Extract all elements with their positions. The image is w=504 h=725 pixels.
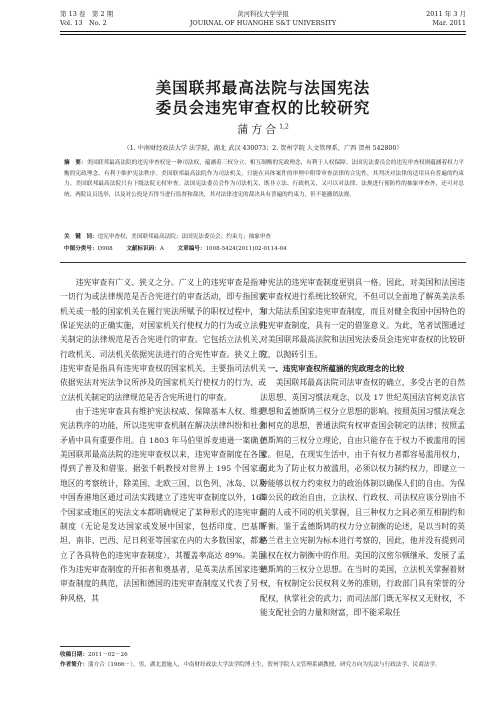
paragraph: 违宪审查有广义、狭义之分。广义上的违宪审查是指对一切行为或法律规范是否合宪进行的审查活动，即专指国家机关或一般的国家机关在履行宪法所赋予的职权过程中，为保证宪法的正确实施，对国家机关行使权力的行为或立法机关制定的法律规范是否合宪进行的审查。它包括立法机关、行政机关、司法机关依据宪法进行的合宪性审查。狭义上的违宪审查是指具有违宪审查权的国家机关，主要指司法机关依据宪法对宪法争议所涉及的国家机关行使权力的行为、或立法机关制定的法律规范是否合宪所进行的审查。 bbox=[60, 278, 266, 402]
author-superscript: 1,2 bbox=[279, 123, 289, 131]
publication-date bbox=[426, 10, 466, 28]
abstract-label: 摘 要： bbox=[64, 160, 87, 166]
title-line-2: 委员会违宪审查权的比较研究 bbox=[155, 99, 371, 117]
keywords-text: 违宪审查权；美国联邦最高法院；法国宪法委员会；约束力；抽象审查 bbox=[97, 234, 271, 240]
classification-label: 中图分类号： bbox=[64, 246, 98, 252]
author-bio bbox=[60, 660, 466, 670]
author-line bbox=[60, 121, 466, 137]
article-number-label: 文章编号： bbox=[177, 246, 206, 252]
doccode-value: A bbox=[159, 246, 164, 252]
paragraph: 美国联邦最高法院司法审查权的确立，多受古老的自然法思想、英国习惯法观念，以及 17 世纪英国法官柯克法官思想和孟德斯鸠三权分立思想的影响。按照英国习惯法观念和柯克的思想，普通法院有权审查国会制定的法律；按照孟德斯鸠的三权分立理论，自由只能存在于权力不被滥用的国家。但是，在现实生活中，由于有权力者都容易滥用权力，因此为了防止权力被滥用，必须以权力制约权力，即建立一种能够以权力约束权力的政治体制以确保人们的自由。为保障公民的政治自由，立法权、行政权、司法权应该分别由不同的人或不同的机关掌握，且三种权力之间必须互相制约和平衡。鉴于孟德斯鸠的权力分立制衡的论述，是以当时的英格兰君主立宪制为标本进行考察的，因此，他并没有提到司法权在权力制衡中的作用。美国的汉密尔顿继承、发展了孟德斯鸠的三权分立思想。在当时的美国，立法机关掌握着财权，有权制定公民权利义务的准则，行政部门具有荣誉的分配权，执掌社会的武力；而司法部门既无军权又无财权，不能支配社会的力量和财富，即不能采取任 bbox=[260, 378, 465, 617]
journal-name-en: JOURNAL OF HUANGHE S&T UNIVERSITY bbox=[189, 19, 337, 27]
received-date bbox=[60, 650, 466, 660]
journal-name-cn: 黄河科技大学学报 bbox=[237, 10, 289, 18]
abstract-text: 美国联邦最高法院的违宪审查权是一种司法权，蕴涵着三权分立、相互制衡的宪政理念，有利于人权保障。法国宪法委员会的违宪审查权则蕴涵着权力平衡的宪政理念，有利于维护宪法秩序。美国联邦最高法院作为司法机关，只能在具体案件的审理中附带审查法律的合宪性，其判决对法律的适用具有普遍的约束力。美国联邦最高法院只有下级法院无权审查。法国宪法委员会作为司法机关，既非立法、行政机关，又可以对法律、法规进行预防性的抽象审查外，还可对总统、两院议员选举，以及对公投是否得当进行监督和裁决，其对法律违宪的裁决具有普遍的约束力，但不能撤销法规。 bbox=[64, 160, 464, 198]
doccode-label: 文献标识码： bbox=[126, 246, 160, 252]
footnote-rule bbox=[60, 646, 130, 647]
affiliation: （1. 中南财经政法大学 法学院，湖北 武汉 430073；2. 贺州学院 人文管理系，广西 贺州 542800） bbox=[123, 145, 403, 152]
abstract-separator bbox=[60, 262, 466, 263]
paragraph: 由于违宪审查具有维护宪法权威、保障基本人权、维护宪法秩序的功能，所以违宪审查机制在解决法律纠纷和社会矛盾中具有重要作用。自 1803 年马伯里诉麦迪逊一案确立美国联邦最高法院的违宪审查权以来，违宪审查制度在各国得到了普及和借鉴。据张千帆教授对世界上 195 个国家或地区的考察统计，除美国、北欧三国、以色列、冰岛、以及中国香港地区通过司法实践建立了违宪审查制度以外，165 个国家或地区的宪法文本都明确规定了某种形式的违宪审查制度（无论是发达国家或发展中国家，包括印度、巴基斯坦、南非、巴西、尼日利亚等国家在内的大多数国家，都建立了各具特色的违宪审查制度），其覆盖率高达 89%。美国作为违宪审查制度的开拓者和奠基者，是英美法系国家违宪审查制度的典范，法国和德国的违宪审查制度又代表了另一种风格，其 bbox=[60, 407, 266, 603]
author-bio-label: 作者简介： bbox=[60, 662, 88, 668]
date-cn: 2011 年 3 月 bbox=[426, 10, 466, 18]
volume-issue-en: Vol. 13 No. 2 bbox=[60, 19, 107, 27]
header-rule-thin bbox=[60, 34, 466, 35]
journal-name bbox=[60, 10, 466, 28]
author-bio-text: 蒲方合（1966－），男，湖北恩施人，中南财经政法大学法学院博士生，贺州学院人文管理系副教授，研究方向为宪法与行政法学、民商法学。 bbox=[87, 662, 441, 668]
classification-line bbox=[64, 244, 464, 254]
volume-issue-cn: 第 13 卷 第 2 期 bbox=[60, 10, 114, 18]
footnote bbox=[60, 650, 466, 670]
paragraph: 中宪法的违宪审查制度更别具一格。因此，对美国和法国违宪审查权进行系统比较研究，不但可以全面地了解英美法系和大陆法系国家违宪审查制度，而且对健全我国中国特色的违宪审查制度，具有一定的借鉴意义。为此，笔者试图通过对美国联邦最高法院和法国宪法委员会违宪审查权的比较研究，以抛砖引玉。 bbox=[260, 278, 465, 359]
abstract bbox=[64, 158, 464, 200]
date-en: Mar. 2011 bbox=[432, 19, 466, 27]
header-rule bbox=[60, 31, 466, 32]
keywords bbox=[64, 232, 464, 242]
received-label: 收稿日期： bbox=[60, 652, 88, 658]
author-name: 蒲方合 bbox=[237, 123, 280, 136]
article-title bbox=[60, 78, 466, 118]
keywords-label: 关 键 词： bbox=[64, 234, 98, 240]
body-column-right bbox=[260, 276, 465, 620]
section-heading: 一、违宪审查权所蕴涵的宪政理念的比较 bbox=[267, 364, 405, 374]
classification-code: D908 bbox=[97, 246, 113, 252]
article-number: 1008-5424(2011)02-0114-04 bbox=[205, 246, 287, 252]
body-column-left bbox=[60, 276, 266, 606]
title-line-1: 美国联邦最高法院与法国宪法 bbox=[155, 79, 371, 97]
received-value: 2011－02－26 bbox=[87, 652, 128, 658]
